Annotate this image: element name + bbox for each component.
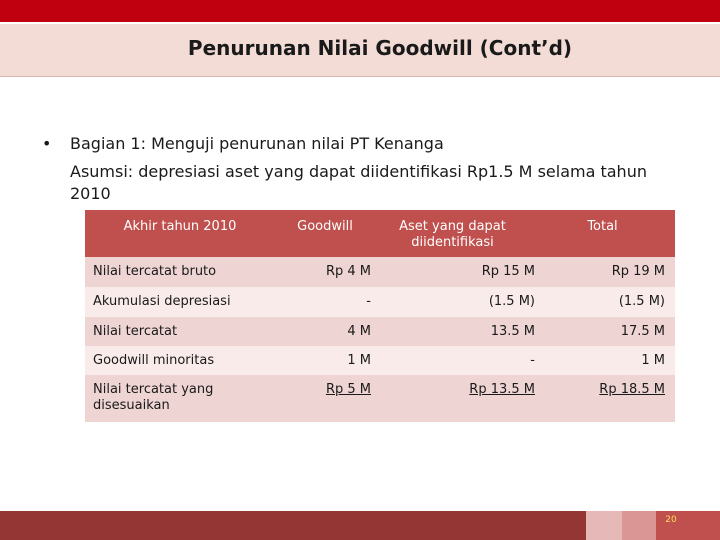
row-aset: 13.5 M	[490, 324, 535, 339]
table-row	[85, 317, 675, 346]
bullet-text-line1: Bagian 1: Menguji penurunan nilai PT Kenanga	[70, 134, 444, 153]
row-total: Rp 19 M	[611, 264, 665, 279]
row-aset: (1.5 M)	[488, 294, 535, 309]
row-goodwill: 4 M	[347, 324, 371, 339]
table-row	[85, 375, 675, 422]
row-label: Akumulasi depresiasi	[93, 294, 231, 309]
header-total: Total	[587, 219, 618, 234]
bullet-text-line2: Asumsi: depresiasi aset yang dapat diidentifikasi Rp1.5 M selama tahun 2010	[70, 162, 647, 203]
row-label: Nilai tercatat	[93, 324, 178, 339]
top-accent-bar	[0, 0, 720, 22]
row-aset: -	[530, 353, 535, 368]
bullet-marker: •	[42, 134, 52, 153]
row-total: 1 M	[641, 353, 665, 368]
row-total: 17.5 M	[620, 324, 665, 339]
table-row	[85, 257, 675, 287]
slide-title: Penurunan Nilai Goodwill (Cont’d)	[187, 36, 573, 60]
table-row	[85, 346, 675, 375]
header-goodwill: Goodwill	[297, 219, 353, 234]
row-label: Nilai tercatat bruto	[93, 264, 217, 279]
footer-bar	[0, 511, 586, 540]
row-aset: Rp 15 M	[481, 264, 535, 279]
goodwill-table	[85, 210, 675, 422]
row-goodwill: 1 M	[347, 353, 371, 368]
row-aset: Rp 13.5 M	[469, 382, 535, 397]
row-goodwill: Rp 4 M	[325, 264, 371, 279]
row-label: Goodwill minoritas	[93, 353, 215, 368]
row-total: Rp 18.5 M	[599, 382, 665, 397]
header-year: Akhir tahun 2010	[123, 219, 237, 234]
page-number: 20	[665, 515, 677, 525]
header-aset: Aset yang dapat diidentifikasi	[399, 219, 506, 250]
row-label: Nilai tercatat yang disesuaikan	[93, 382, 214, 413]
table-header-row	[85, 210, 675, 257]
footer-segment-medium	[622, 511, 656, 540]
row-goodwill: -	[366, 294, 371, 309]
row-total: (1.5 M)	[618, 294, 665, 309]
row-goodwill: Rp 5 M	[325, 382, 371, 397]
footer-segment-light	[586, 511, 622, 540]
table-row	[85, 287, 675, 317]
